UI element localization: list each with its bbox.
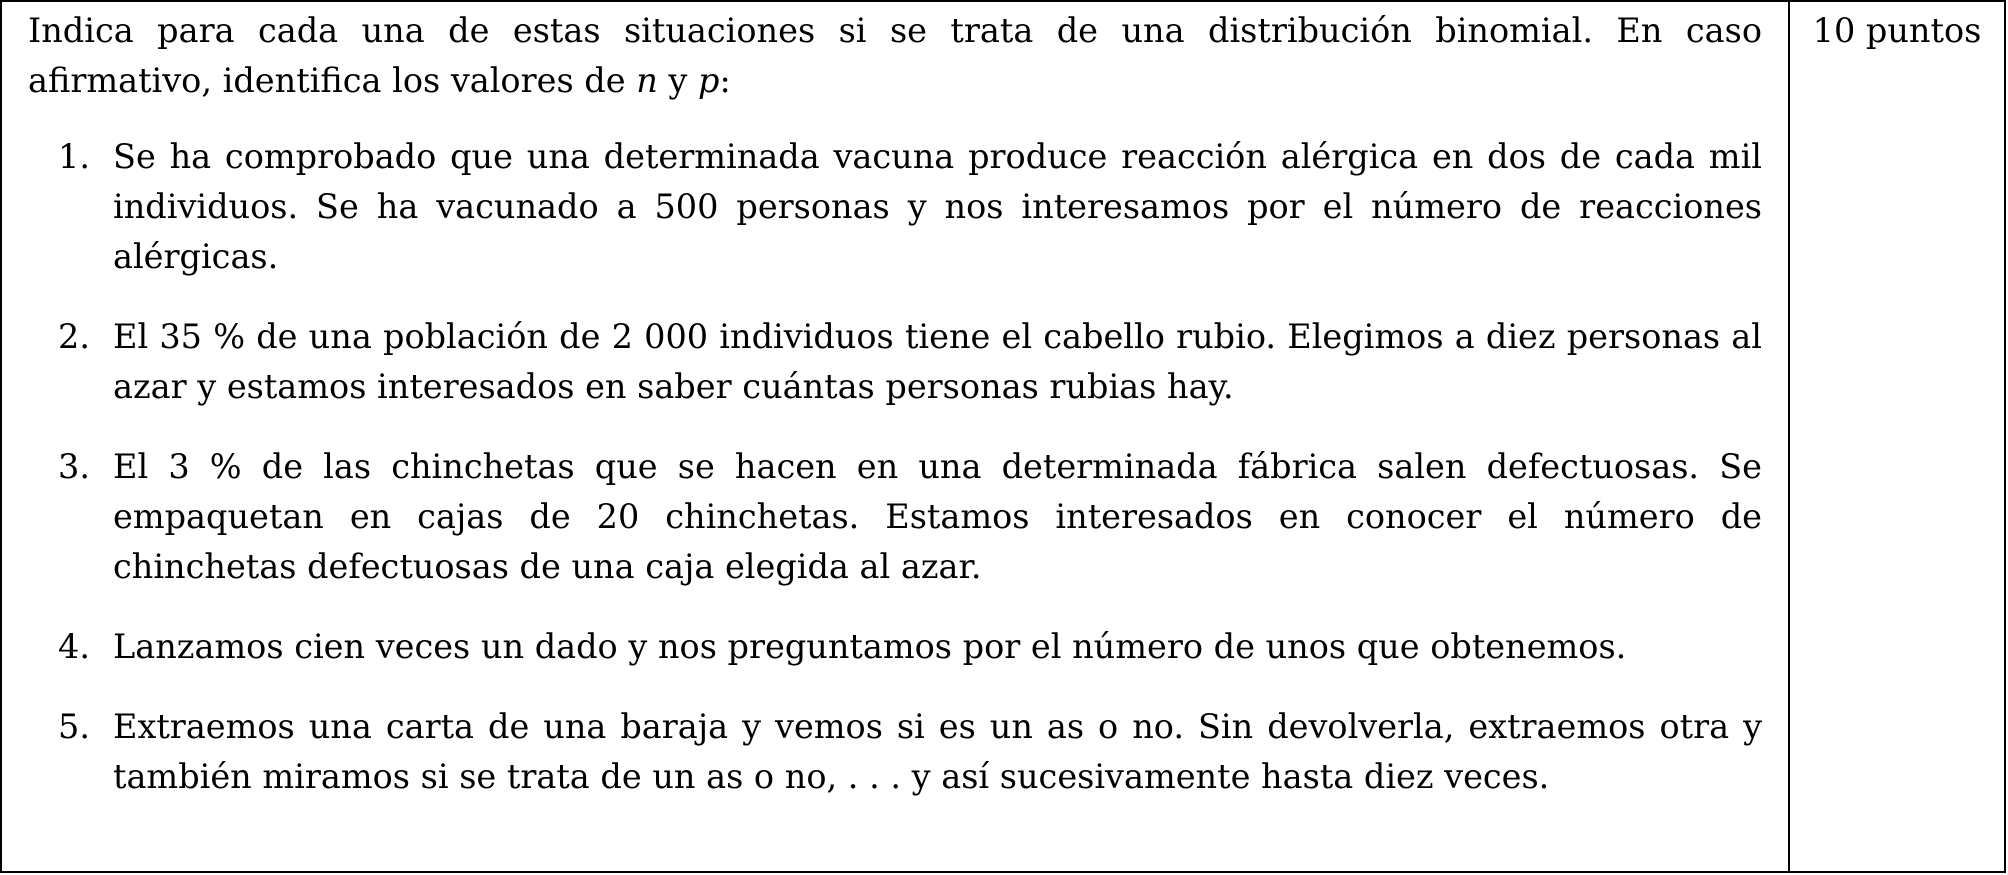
item-number: 3. bbox=[58, 447, 90, 486]
question-intro bbox=[28, 6, 1762, 106]
intro-conjunction: y bbox=[657, 61, 699, 100]
item-text: Se ha comprobado que una determinada vacuna produce reacción alérgica en dos de cada mil individuos. Se ha vacunado a 500 personas y nos interesamos por el número de reacciones alérgicas. bbox=[113, 137, 1762, 276]
question-cell bbox=[2, 2, 1790, 871]
item-number: 5. bbox=[58, 707, 90, 746]
intro-colon: : bbox=[719, 61, 731, 100]
item-text: Extraemos una carta de una baraja y vemos si es un as o no. Sin devolverla, extraemos otra y también miramos si se trata de un as o no, . . . y así sucesivamente hasta diez veces. bbox=[113, 707, 1762, 796]
list-item bbox=[28, 312, 1762, 412]
item-text: El 35 % de una población de 2 000 individuos tiene el cabello rubio. Elegimos a diez personas al azar y estamos interesados en saber cuántas personas rubias hay. bbox=[113, 317, 1762, 406]
points-cell bbox=[1790, 2, 2004, 871]
item-number: 1. bbox=[58, 137, 90, 176]
situations-list bbox=[28, 132, 1762, 802]
list-item bbox=[28, 622, 1762, 672]
item-number: 2. bbox=[58, 317, 90, 356]
variable-n: n bbox=[636, 61, 658, 100]
variable-p: p bbox=[698, 61, 720, 100]
item-text: El 3 % de las chinchetas que se hacen en una determinada fábrica salen defectuosas. Se empaquetan en cajas de 20 chinchetas. Estamos interesados en conocer el número de chinchetas defectuosas de una caja elegida al azar. bbox=[113, 447, 1762, 586]
intro-text: Indica para cada una de estas situaciones si se trata de una distribución binomial. En caso afirmativo, identifica los valores de bbox=[28, 11, 1762, 100]
item-text: Lanzamos cien veces un dado y nos preguntamos por el número de unos que obtenemos. bbox=[113, 627, 1627, 666]
list-item bbox=[28, 132, 1762, 282]
list-item bbox=[28, 702, 1762, 802]
list-item bbox=[28, 442, 1762, 592]
item-number: 4. bbox=[58, 627, 90, 666]
points-label: 10 puntos bbox=[1812, 11, 1982, 50]
